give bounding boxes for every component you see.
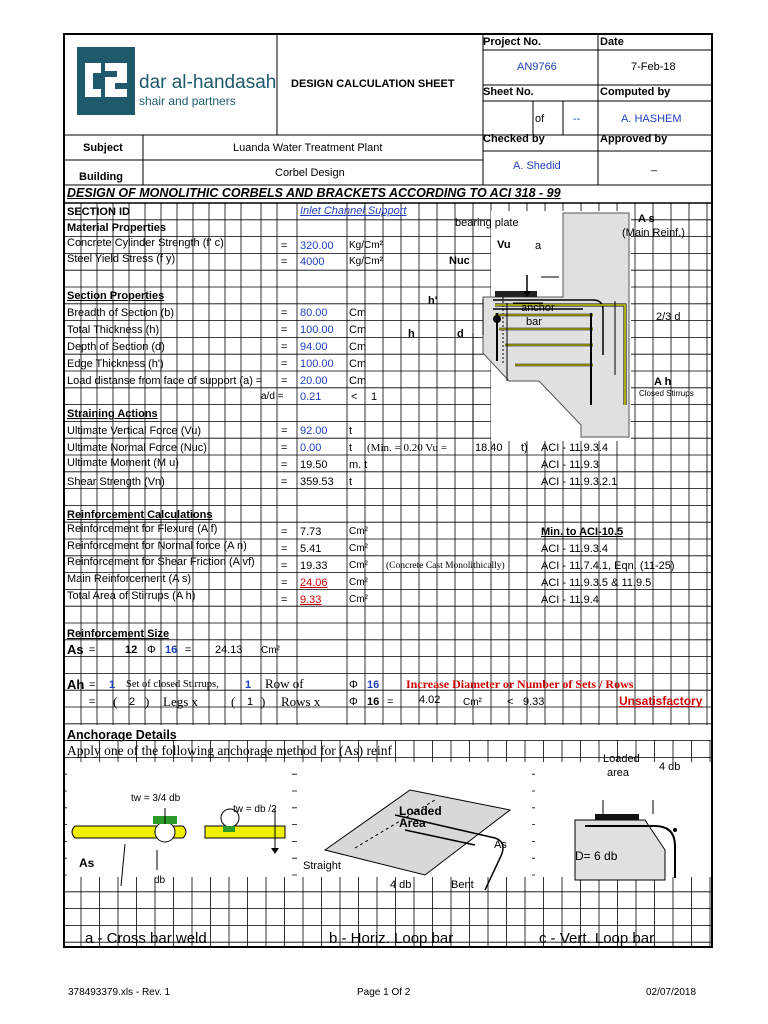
nuc-diagram-label: Nuc	[449, 255, 470, 267]
sheet-of: of	[535, 113, 545, 125]
company-name: dar al-handasah	[139, 72, 277, 93]
tw2-label: tw = db /2	[233, 804, 277, 815]
reinf-heading: Reinforcement Calculations	[67, 509, 213, 521]
nuc-label: Ultimate Normal Force (Nuc)	[67, 442, 207, 454]
size-ah-sets-text: Set of closed Stirrups,	[126, 679, 219, 690]
computed-by-label: Computed by	[600, 86, 671, 98]
sheet-dash: --	[573, 113, 581, 125]
section-row-value: 94.00	[300, 341, 328, 353]
avf-value: 19.33	[300, 560, 328, 572]
corbel-diagram	[443, 205, 713, 445]
calculation-sheet: dar al-handasah shair and partners DESIGN CALCULATION SHEET Project No. Date AN9766 7-Feb-18 Sheet No. Computed by of -- A. HASHEM Checked by Approved by A. Shedid _ Subject Luanda Water Treatment Plant Building Corbel Design DESIGN OF MONOLITHIC CORBELS AND BRACKETS ACCORDING TO ACI 318 - 99 SECTION ID Inlet Channel Support Material Properties Concrete Cylinder Strength (f' c) = 320.00 Kg/Cm² Steel Yield Stress (f y) = 4000 Kg/Cm² Section Properties a/d = 0.21 < 1 Straining Actions Ultimate Vertical Force (Vu) = 92.00 t Ultimate Normal Force (Nuc) = 0.00 t (Min. = 0.20 Vu = 18.40 t) ACI - 11.9.3.4 Ultimate Moment (M u) = 19.50 m. t ACI - 11.9.3 Shear Strength (Vn) = 359.53 t ACI - 11.9.3.2.1 Reinforcement Calculations Reinforcement for Flexure (A f) = 7.73 Cm² Min. to ACI-10.5 Reinforcement for Normal force (A n) = 5.41 Cm² ACI - 11.9.3.4 Reinforcement for Shear Friction (A vf) = 19.33 Cm² (Concrete Cast Monolithically) ACI - 11.7.4.1, Eqn. (11-25) Main Reinforcement (A s) = 24.06 Cm² ACI - 11.9.3.5 & 11.9.5 Total Area of Stirrups (A h) = 9.33 Cm² ACI - 11.9.4 Reinforcement Size As = 12 Φ 16 = 24.13 Cm² Ah = 1 Set of closed Stirrups, 1 Row of Φ 16 Increase Diameter or Number of Sets / Rows = ( 2 ) Legs x ( 1 ) Rows x Φ 16 = 4.02 Cm² < 9.33 Unsatisfactory Anchorage Details Apply one of the following anchorage method for (As) reinf bearing plate A s (Main Reinf.) Vu a Nuc h' anchor bar 2/3 d h d A h Closed Stirrups tw = 3/4 db tw = db /2 As db Loaded Area Straight 4 db Bent As Loaded area 4 db D= 6 db a - Cross bar weld b - Horiz. Loop bar c - Vert. Loop bar Breadth of Section (b) = 80.00 Cm Total Thickness (h) = 100.00 Cm Depth of Section (d) = 94.00 Cm Edge Thickness (h') = 100.00 Cm Load distanse from face of support (a) = = 20.00 Cm	[63, 33, 713, 948]
sheet-no-label: Sheet No.	[483, 86, 534, 98]
tw1-label: tw = 3/4 db	[131, 793, 181, 804]
nuc-min: 18.40	[475, 442, 503, 454]
mu-value: 19.50	[300, 459, 328, 471]
section-row-label: Edge Thickness (h')	[67, 358, 164, 370]
section-row-eq: =	[281, 358, 288, 370]
vu-label: Ultimate Vertical Force (Vu)	[67, 425, 202, 437]
size-rows-text: Rows x	[281, 694, 321, 709]
closed-stirrups-label: Closed Stirrups	[639, 389, 694, 398]
four-db-c-label: 4 db	[659, 761, 681, 773]
an-label: Reinforcement for Normal force (A n)	[67, 540, 247, 552]
header-lines	[65, 35, 713, 187]
size-rows-dia: 16	[367, 696, 380, 708]
d-label: d	[457, 328, 464, 340]
ad-cmp: <	[351, 391, 358, 403]
loaded-area-c-line1: Loaded	[603, 753, 640, 765]
anchorage-text: Apply one of the following anchorage method for (As) reinf	[67, 743, 393, 758]
sheet-title: DESIGN CALCULATION SHEET	[291, 78, 455, 90]
fy-eq: =	[281, 256, 288, 268]
size-as-dia: 16	[165, 644, 178, 656]
caption-a: a - Cross bar weld	[85, 930, 207, 947]
caption-b: b - Horiz. Loop bar	[329, 930, 454, 947]
fc-unit: Kg/Cm²	[349, 240, 383, 251]
section-row-eq: =	[281, 375, 288, 387]
caption-c: c - Vert. Loop bar	[539, 930, 655, 947]
footer-file: 378493379.xls - Rev. 1	[68, 987, 171, 998]
size-ah-sets: 1	[109, 679, 116, 691]
size-as-area-unit: Cm²	[261, 645, 280, 656]
size-heading: Reinforcement Size	[67, 628, 170, 640]
vu-value: 92.00	[300, 425, 328, 437]
af-ref: Min. to ACI-10.5	[541, 526, 624, 538]
computed-by: A. HASHEM	[621, 113, 682, 125]
ah-value: 9.33	[300, 594, 322, 606]
bar-label: bar	[526, 316, 542, 328]
nuc-min-unit: t)	[521, 442, 528, 454]
size-ah-dia: 16	[367, 679, 380, 691]
size-rows: 1	[247, 696, 254, 708]
fc-label: Concrete Cylinder Strength (f' c)	[67, 237, 224, 249]
vu-diagram-label: Vu	[497, 239, 511, 251]
size-req: 9.33	[523, 696, 545, 708]
two-thirds-d-label: 2/3 d	[656, 311, 681, 323]
checked-by-label: Checked by	[483, 133, 545, 145]
company-logo-mark	[77, 47, 135, 115]
material-heading: Material Properties	[67, 222, 167, 234]
building-label: Building	[79, 171, 123, 183]
a-diagram-label: a	[535, 240, 542, 252]
af-label: Reinforcement for Flexure (A f)	[67, 523, 218, 535]
size-as-area: 24.13	[215, 644, 243, 656]
avf-ref: ACI - 11.7.4.1, Eqn. (11-25)	[541, 560, 675, 572]
main-title: DESIGN OF MONOLITHIC CORBELS AND BRACKETS ACCORDING TO ACI 318 - 99	[67, 186, 561, 200]
section-id-label: SECTION ID	[67, 206, 130, 218]
avf-note: (Concrete Cast Monolithically)	[386, 561, 505, 571]
building-value: Corbel Design	[275, 167, 345, 179]
section-row-value: 100.00	[300, 358, 334, 370]
as-ref: ACI - 11.9.3.5 & 11.9.5	[541, 577, 652, 589]
section-row-unit: Cm	[349, 341, 367, 353]
as-a-label: As	[79, 856, 95, 870]
mu-ref: ACI - 11.9.3	[541, 459, 599, 471]
size-status: Unsatisfactory	[619, 694, 703, 708]
size-warning: Increase Diameter or Number of Sets / Rows	[406, 677, 634, 691]
footer-page: Page 1 Of 2	[357, 987, 411, 998]
vu-unit: t	[349, 425, 353, 437]
as-main-label: A s	[638, 213, 655, 225]
an-unit: Cm²	[349, 543, 368, 554]
size-area: 4.02	[419, 694, 441, 706]
anchorage-heading: Anchorage Details	[67, 728, 177, 742]
d6db-label: D= 6 db	[575, 849, 618, 863]
section-heading: Section Properties	[67, 290, 165, 302]
section-id-value: Inlet Channel Support	[300, 205, 407, 217]
a-h-label: A h	[654, 376, 672, 388]
company-subname: shair and partners	[139, 94, 236, 108]
section-row-label: Breadth of Section (b)	[67, 307, 175, 319]
as-value: 24.06	[300, 577, 328, 589]
ad-limit: 1	[371, 391, 378, 403]
mu-label: Ultimate Moment (M u)	[67, 457, 179, 469]
fy-label: Steel Yield Stress (f y)	[67, 253, 176, 265]
footer-date: 02/07/2018	[646, 987, 697, 998]
section-row-value: 20.00	[300, 375, 328, 387]
an-ref: ACI - 11.9.3.4	[541, 543, 609, 555]
size-as-sym: As	[67, 642, 84, 657]
size-ah-rows: 1	[245, 679, 252, 691]
logo-icon	[77, 47, 135, 115]
fy-unit: Kg/Cm²	[349, 256, 383, 267]
straight-label: Straight	[303, 860, 341, 872]
section-row-unit: Cm	[349, 324, 367, 336]
loaded-area-b-label: Loaded Area	[399, 804, 442, 830]
date-label: Date	[600, 36, 624, 48]
as-b-label: As	[494, 839, 507, 851]
ah-label: Total Area of Stirrups (A h)	[67, 590, 196, 602]
ah-ref: ACI - 11.9.4	[541, 594, 599, 606]
section-row-label: Depth of Section (d)	[67, 341, 165, 353]
avf-unit: Cm²	[349, 560, 368, 571]
section-row-unit: Cm	[349, 307, 367, 319]
as-label: Main Reinforcement (A s)	[67, 573, 192, 585]
straining-heading: Straining Actions	[67, 408, 158, 420]
size-area-unit: Cm²	[463, 697, 482, 708]
section-row-eq: =	[281, 324, 288, 336]
fc-eq: =	[281, 240, 288, 252]
section-row-label: Load distanse from face of support (a) =	[67, 375, 263, 387]
project-no-label: Project No.	[483, 36, 542, 48]
af-unit: Cm²	[349, 526, 368, 537]
section-row-label: Total Thickness (h)	[67, 324, 160, 336]
mu-unit: m. t	[349, 459, 368, 471]
h-prime-label: h'	[428, 295, 438, 307]
nuc-value: 0.00	[300, 442, 322, 454]
size-legs-text: Legs x	[163, 694, 199, 709]
fc-value: 320.00	[300, 240, 334, 252]
size-ah-sym: Ah	[67, 677, 85, 692]
checked-by: A. Shedid	[513, 160, 561, 172]
bearing-plate-label: bearing plate	[455, 217, 519, 229]
af-value: 7.73	[300, 526, 322, 538]
an-value: 5.41	[300, 543, 322, 555]
fy-value: 4000	[300, 256, 325, 268]
section-row-value: 80.00	[300, 307, 328, 319]
avf-label: Reinforcement for Shear Friction (A vf)	[67, 556, 255, 568]
nuc-unit: t	[349, 442, 353, 454]
approved-by-label: Approved by	[600, 133, 668, 145]
four-db-b-label: 4 db	[390, 879, 412, 891]
nuc-min-label: (Min. = 0.20 Vu =	[367, 442, 447, 454]
vn-value: 359.53	[300, 476, 334, 488]
approved-by: _	[651, 160, 658, 172]
anchor-label: anchor	[521, 302, 555, 314]
size-as-num: 12	[125, 644, 138, 656]
date-value: 7-Feb-18	[631, 61, 676, 73]
section-row-eq: =	[281, 307, 288, 319]
main-reinf-label: (Main Reinf.)	[622, 227, 685, 239]
loaded-area-c-line2: area	[607, 767, 630, 779]
section-row-eq: =	[281, 341, 288, 353]
vn-ref: ACI - 11.9.3.2.1	[541, 476, 618, 488]
nuc-ref: ACI - 11.9.3.4	[541, 442, 609, 454]
ad-label: a/d =	[261, 391, 284, 402]
size-legs: 2	[129, 696, 136, 708]
vn-label: Shear Strength (Vn)	[67, 476, 165, 488]
ah-unit: Cm²	[349, 594, 368, 605]
h-label: h	[408, 328, 415, 340]
project-no: AN9766	[517, 61, 557, 73]
db-label: db	[154, 875, 166, 886]
subject-value: Luanda Water Treatment Plant	[233, 142, 383, 154]
vn-unit: t	[349, 476, 353, 488]
section-row-unit: Cm	[349, 375, 367, 387]
as-unit: Cm²	[349, 577, 368, 588]
bent-label: Bent	[451, 879, 474, 891]
section-row-value: 100.00	[300, 324, 334, 336]
subject-label: Subject	[83, 142, 123, 154]
size-row-of: Row of	[265, 676, 304, 691]
section-row-unit: Cm	[349, 358, 367, 370]
ad-value: 0.21	[300, 391, 322, 403]
